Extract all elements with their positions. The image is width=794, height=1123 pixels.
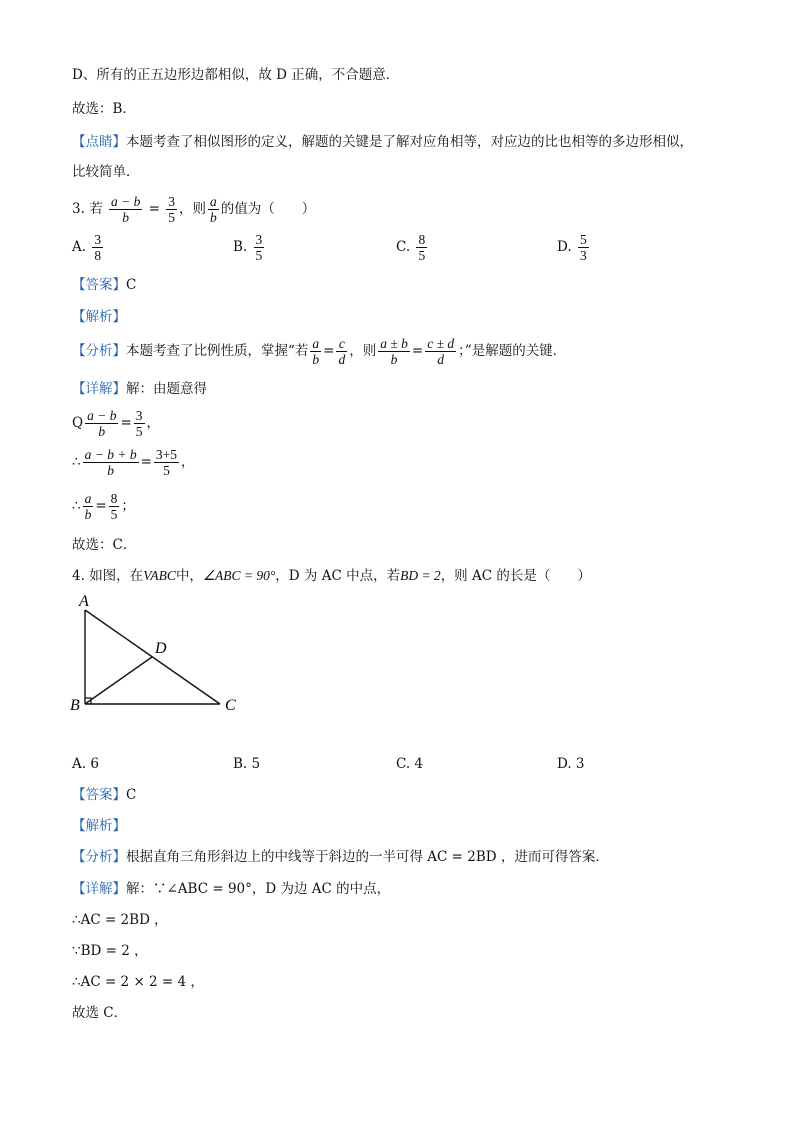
q3-detail: 【详解】解：由题意得 bbox=[72, 381, 207, 397]
vertex-b-label: B bbox=[70, 697, 80, 714]
q4-choice: 故选 C． bbox=[72, 1005, 128, 1021]
q3-option-d-fraction: $\frac{5}{3}$ bbox=[579, 232, 587, 263]
point-d-label: D bbox=[155, 640, 167, 657]
q2-comment-line-1 bbox=[72, 133, 693, 151]
q4-option-a: A. 6 bbox=[72, 756, 99, 772]
q3-step-2: ∴ $\frac{a - b + b}{b}$ = $\frac{3+5}{5}$ ， bbox=[72, 447, 195, 478]
q3-text-then: ，则 bbox=[179, 201, 207, 217]
q3-option-a: A. $\frac{3}{8}$ bbox=[72, 232, 102, 263]
q3-step-3: ∴ $\frac{a}{b}$ = $\frac{8}{5}$ ； bbox=[72, 491, 135, 522]
q3-analysis-tag: 【解析】 bbox=[72, 309, 126, 325]
q2-choice: 故选：B． bbox=[72, 101, 136, 117]
q3-fraction-3-5: $\frac{3}{5}$ bbox=[168, 194, 176, 225]
q3-text-if: 若 bbox=[89, 201, 103, 217]
vertex-a-label: A bbox=[79, 593, 89, 610]
q3-text-value: 的值为（ ） bbox=[220, 201, 316, 217]
q3-answer: 【答案】C bbox=[72, 277, 137, 293]
q3-option-b-fraction: $\frac{3}{5}$ bbox=[255, 232, 263, 263]
q4-detail: 【详解】解：∵∠ABC = 90°，D 为边 AC 的中点， bbox=[72, 881, 391, 897]
q3-option-a-fraction: $\frac{3}{8}$ bbox=[94, 232, 102, 263]
q4-stem: 4. 如图，在VABC中，∠ABC = 90°，D 为 AC 中点，若BD = 2，则 AC 的长是（ ） bbox=[72, 568, 591, 584]
q4-step-1: ∴AC = 2BD ， bbox=[72, 912, 168, 928]
q3-stem: 3. 若 $\frac{a - b}{b}$ = $\frac{3}{5}$ ，则 $\frac{a}{b}$ 的值为（ ） bbox=[72, 194, 316, 225]
q3-fenxi: 【分析】本题考查了比例性质，掌握“若 $\frac{a}{b}$ = $\frac{c}{d}$ ，则 $\frac{a \pm b}{b}$ = $\frac{c \pm d}{d}$ ；”是解题的关键． bbox=[72, 336, 567, 367]
q4-answer: 【答案】C bbox=[72, 787, 137, 803]
q2-comment-line-2: 比较简单． bbox=[72, 164, 140, 180]
vertex-c-label: C bbox=[225, 697, 236, 714]
q4-triangle-figure bbox=[64, 588, 254, 718]
q3-number: 3. bbox=[72, 201, 85, 217]
q4-step-2: ∵BD = 2 ， bbox=[72, 943, 148, 959]
q3-option-c-fraction: $\frac{8}{5}$ bbox=[418, 232, 426, 263]
q4-step-3: ∴AC = 2 × 2 = 4 ， bbox=[72, 974, 204, 990]
comment-tag: 【点睛】 bbox=[72, 134, 126, 150]
q3-step-1: Q $\frac{a - b}{b}$ = $\frac{3}{5}$ ， bbox=[72, 408, 161, 439]
segment-bd bbox=[85, 657, 152, 704]
q3-option-c: C. $\frac{8}{5}$ bbox=[396, 232, 426, 263]
comment-text: 本题考查了相似图形的定义，解题的关键是了解对应角相等，对应边的比也相等的多边形相似， bbox=[126, 134, 693, 150]
q3-choice: 故选：C． bbox=[72, 537, 137, 553]
q4-option-c: C. 4 bbox=[396, 756, 424, 772]
q2-option-d-explanation: D、所有的正五边形边都相似，故 D 正确，不合题意． bbox=[72, 67, 400, 83]
q3-fraction-a-over-b: $\frac{a}{b}$ bbox=[210, 194, 217, 225]
q3-fraction-a-minus-b-over-b: $\frac{a - b}{b}$ bbox=[110, 194, 141, 225]
q4-analysis-tag: 【解析】 bbox=[72, 818, 126, 834]
q4-fenxi: 【分析】根据直角三角形斜边上的中线等于斜边的一半可得 AC = 2BD ，进而可得答案． bbox=[72, 849, 609, 865]
q4-option-d: D. 3 bbox=[557, 756, 585, 772]
q3-option-b: B. $\frac{3}{5}$ bbox=[233, 232, 263, 263]
q4-option-b: B. 5 bbox=[233, 756, 261, 772]
q3-option-d: D. $\frac{5}{3}$ bbox=[557, 232, 587, 263]
